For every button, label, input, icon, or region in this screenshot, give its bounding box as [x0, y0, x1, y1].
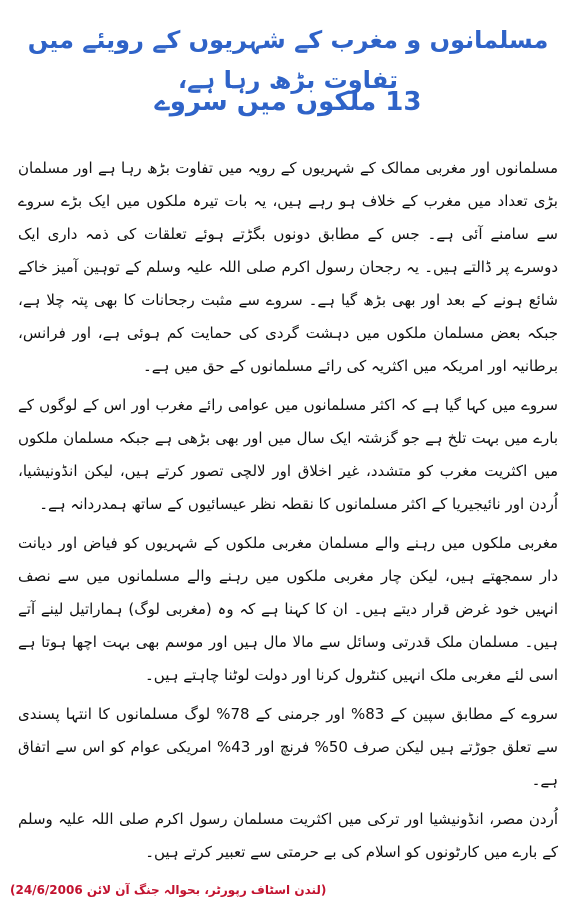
paragraph: سروے کے مطابق سپین کے 83% اور جرمنی کے 78% لوگ مسلمانوں کا انتہا پسندی سے تعلق جوڑتے ہیں لیکن صرف 50% فرنچ اور 43% امریکی عوام کو اس سے اتفاق ہے۔: [18, 705, 558, 789]
paragraph: اُردن مصر، انڈونیشیا اور ترکی میں اکثریت مسلمان رسول اکرم صلی اللہ علیہ وسلم کے بارے میں کارٹونوں کو اسلام کی بے حرمتی سے تعبیر کرتے ہیں۔: [18, 810, 558, 861]
paragraph: مسلمانوں اور مغربی ممالک کے شہریوں کے رویہ میں تفاوت بڑھ رہا ہے اور مسلمان بڑی تعداد میں مغرب کے خلاف ہو رہے ہیں، یہ بات تیرہ ملکوں میں ایک بڑے سروے سے سامنے آئی ہے۔ جس کے مطابق دونوں بگڑتے ہوئے تعلقات کی ذمہ داری ایک دوسرے پر ڈالتے ہیں۔ یہ رجحان رسول اکرم صلی اللہ علیہ وسلم کے توہین آمیز خاکے شائع ہونے کے بعد اور بھی بڑھ گیا ہے۔ سروے سے مثبت رجحانات کا بھی پتہ چلا ہے، جبکہ بعض مسلمان ملکوں میں دہشت گردی کی حمایت کم ہوئی ہے، اور فرانس، برطانیہ اور امریکہ میں اکثریہ کی رائے مسلمانوں کے حق میں ہے۔: [18, 159, 558, 375]
headline-line-1: مسلمانوں و مغرب کے شہریوں کے رویئے میں تفاوت بڑھ رہا ہے،: [27, 26, 549, 94]
headline-line-2: 13 ملکوں میں سروے: [154, 87, 422, 117]
paragraph: مغربی ملکوں میں رہنے والے مسلمان مغربی ملکوں کے شہریوں کو فیاض اور دیانت دار سمجھتے ہیں، لیکن چار مغربی ملکوں میں رہنے والے مسلمانوں میں سے نصف انہیں خود غرض قرار دیتے ہیں۔ ان کا کہنا ہے کہ وہ (مغربی لوگ) ہماراتیل لینے آتے ہیں۔ مسلمان ملک قدرتی وسائل سے مالا مال ہیں اور موسم بھی بہت اچھا ہوتا ہے اسی لئے مغربی ملک انہیں کنٹرول کرنا اور دولت لوٹنا چاہتے ہیں۔: [18, 534, 558, 684]
source-credit: (لندن اسٹاف رپورٹر، بحوالہ جنگ آن لائن 24/6/2006): [10, 883, 327, 897]
article-body: [18, 152, 558, 875]
paragraph: سروے میں کہا گیا ہے کہ اکثر مسلمانوں میں عوامی رائے مغرب اور اس کے لوگوں کے بارے میں بہت تلخ ہے جو گزشتہ ایک سال میں اور بھی بڑھی ہے جبکہ مسلمان ملکوں میں اکثریت مغرب کو متشدد، غیر اخلاق اور لالچی تصور کرتے ہیں، لیکن انڈونیشیا، اُردن اور نائیجیریا کے اکثر مسلمانوں کا نقطہ نظر عیسائیوں کے ساتھ ہمدردانہ ہے۔: [18, 396, 558, 513]
